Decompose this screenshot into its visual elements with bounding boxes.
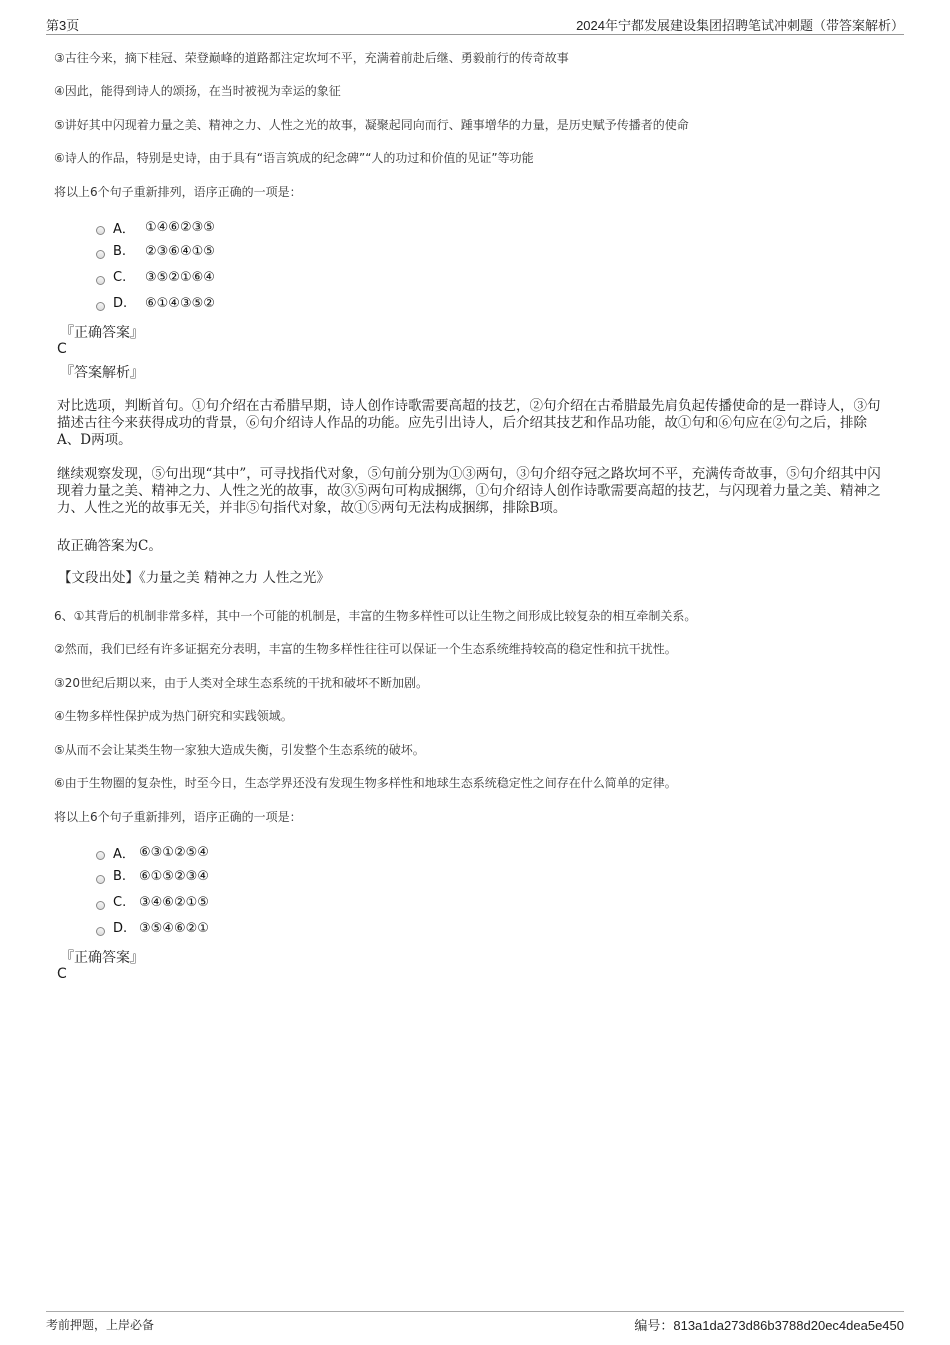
footer-slogan: 考前押题，上岸必备 bbox=[46, 1318, 155, 1332]
option-value: ③⑤④⑥②① bbox=[139, 921, 209, 936]
q6-sentence-1: 6、①其背后的机制非常多样，其中一个可能的机制是，丰富的生物多样性可以让生物之间形成比较复杂的相互牵制关系。 bbox=[54, 609, 697, 623]
analysis-conclusion: 故正确答案为C。 bbox=[57, 538, 162, 554]
radio-icon[interactable] bbox=[96, 302, 105, 311]
radio-icon[interactable] bbox=[96, 901, 105, 910]
analysis-paragraph-1: 对比选项，判断首句。①句介绍在古希腊早期，诗人创作诗歌需要高超的技艺，②句介绍在古希腊最先肩负起传播使命的是一群诗人，③句描述古往今来获得成功的背景，⑥句介绍诗人作品的功能。应先引出诗人，后介绍其技艺和作品功能，故①句和⑥句应在②句之后，排除A、D两项。 bbox=[57, 398, 881, 448]
sentence-6: ⑥诗人的作品，特别是史诗，由于具有“语言筑成的纪念碑”“人的功过和价值的见证”等功能 bbox=[54, 151, 534, 165]
q6-option-a[interactable]: A． ⑥③①②⑤④ bbox=[96, 843, 209, 862]
option-value: ⑥③①②⑤④ bbox=[139, 845, 209, 860]
option-value: ⑥①④③⑤② bbox=[145, 296, 215, 311]
option-value: ③⑤②①⑥④ bbox=[145, 270, 215, 285]
option-value: ③④⑥②①⑤ bbox=[139, 895, 209, 910]
page-footer bbox=[46, 1311, 904, 1336]
q6-answer-label: 『正确答案』 bbox=[60, 950, 144, 966]
source-citation: 【文段出处】《力量之美 精神之力 人性之光》 bbox=[58, 570, 330, 586]
page-header bbox=[46, 14, 904, 35]
q6-prompt: 将以上6个句子重新排列，语序正确的一项是： bbox=[54, 810, 302, 824]
page-number: 第3页 bbox=[46, 18, 80, 33]
radio-icon[interactable] bbox=[96, 276, 105, 285]
analysis-label: 『答案解析』 bbox=[60, 365, 144, 381]
analysis-paragraph-2: 继续观察发现，⑤句出现“其中”，可寻找指代对象，⑤句前分别为①③两句，③句介绍夺冠之路坎坷不平，充满传奇故事，⑤句介绍其中闪现着力量之美、精神之力、人性之光的故事，故③⑤两句可构成捆绑，①句介绍诗人创作诗歌需要高超的技艺，与闪现着力量之美、精神之力、人性之光的故事无关，并非⑤句指代对象，故①⑤两句无法构成捆绑，排除B项。 bbox=[57, 466, 881, 516]
document-code: 编号：813a1da273d86b3788d20ec4dea5e450 bbox=[634, 1318, 904, 1333]
answer-value: C bbox=[57, 341, 67, 357]
radio-icon[interactable] bbox=[96, 875, 105, 884]
q6-sentence-2: ②然而，我们已经有许多证据充分表明，丰富的生物多样性往往可以保证一个生态系统维持较高的稳定性和抗干扰性。 bbox=[54, 642, 677, 656]
q6-sentence-5: ⑤从而不会让某类生物一家独大造成失衡，引发整个生态系统的破坏。 bbox=[54, 743, 425, 757]
radio-icon[interactable] bbox=[96, 250, 105, 259]
q6-option-c[interactable]: C. ③④⑥②①⑤ bbox=[96, 895, 209, 910]
radio-icon[interactable] bbox=[96, 927, 105, 936]
q6-answer-value: C bbox=[57, 966, 67, 982]
document-title: 2024年宁都发展建设集团招聘笔试冲刺题（带答案解析） bbox=[576, 18, 904, 33]
radio-icon[interactable] bbox=[96, 851, 105, 860]
q6-option-d[interactable]: D. ③⑤④⑥②① bbox=[96, 921, 209, 936]
radio-icon[interactable] bbox=[96, 226, 105, 235]
q6-sentence-4: ④生物多样性保护成为热门研究和实践领域。 bbox=[54, 709, 293, 723]
option-value: ①④⑥②③⑤ bbox=[145, 220, 215, 235]
q6-sentence-3: ③20世纪后期以来，由于人类对全球生态系统的干扰和破坏不断加剧。 bbox=[54, 676, 429, 690]
question-prompt: 将以上6个句子重新排列，语序正确的一项是： bbox=[54, 185, 302, 199]
option-value: ②③⑥④①⑤ bbox=[145, 244, 215, 259]
option-a[interactable]: A． ①④⑥②③⑤ bbox=[96, 218, 215, 237]
q6-sentence-6: ⑥由于生物圈的复杂性，时至今日，生态学界还没有发现生物多样性和地球生态系统稳定性之间存在什么简单的定律。 bbox=[54, 776, 677, 790]
q6-option-b[interactable]: B. ⑥①⑤②③④ bbox=[96, 869, 209, 884]
option-value: ⑥①⑤②③④ bbox=[139, 869, 209, 884]
option-c[interactable]: C. ③⑤②①⑥④ bbox=[96, 270, 215, 285]
sentence-5: ⑤讲好其中闪现着力量之美、精神之力、人性之光的故事，凝聚起同向而行、踵事增华的力量，是历史赋予传播者的使命 bbox=[54, 118, 689, 132]
option-b[interactable]: B. ②③⑥④①⑤ bbox=[96, 244, 215, 259]
option-d[interactable]: D. ⑥①④③⑤② bbox=[96, 296, 215, 311]
sentence-4: ④因此，能得到诗人的颂扬，在当时被视为幸运的象征 bbox=[54, 84, 341, 98]
answer-label: 『正确答案』 bbox=[60, 325, 144, 341]
sentence-3: ③古往今来，摘下桂冠、荣登巅峰的道路都注定坎坷不平，充满着前赴后继、勇毅前行的传奇故事 bbox=[54, 51, 569, 65]
